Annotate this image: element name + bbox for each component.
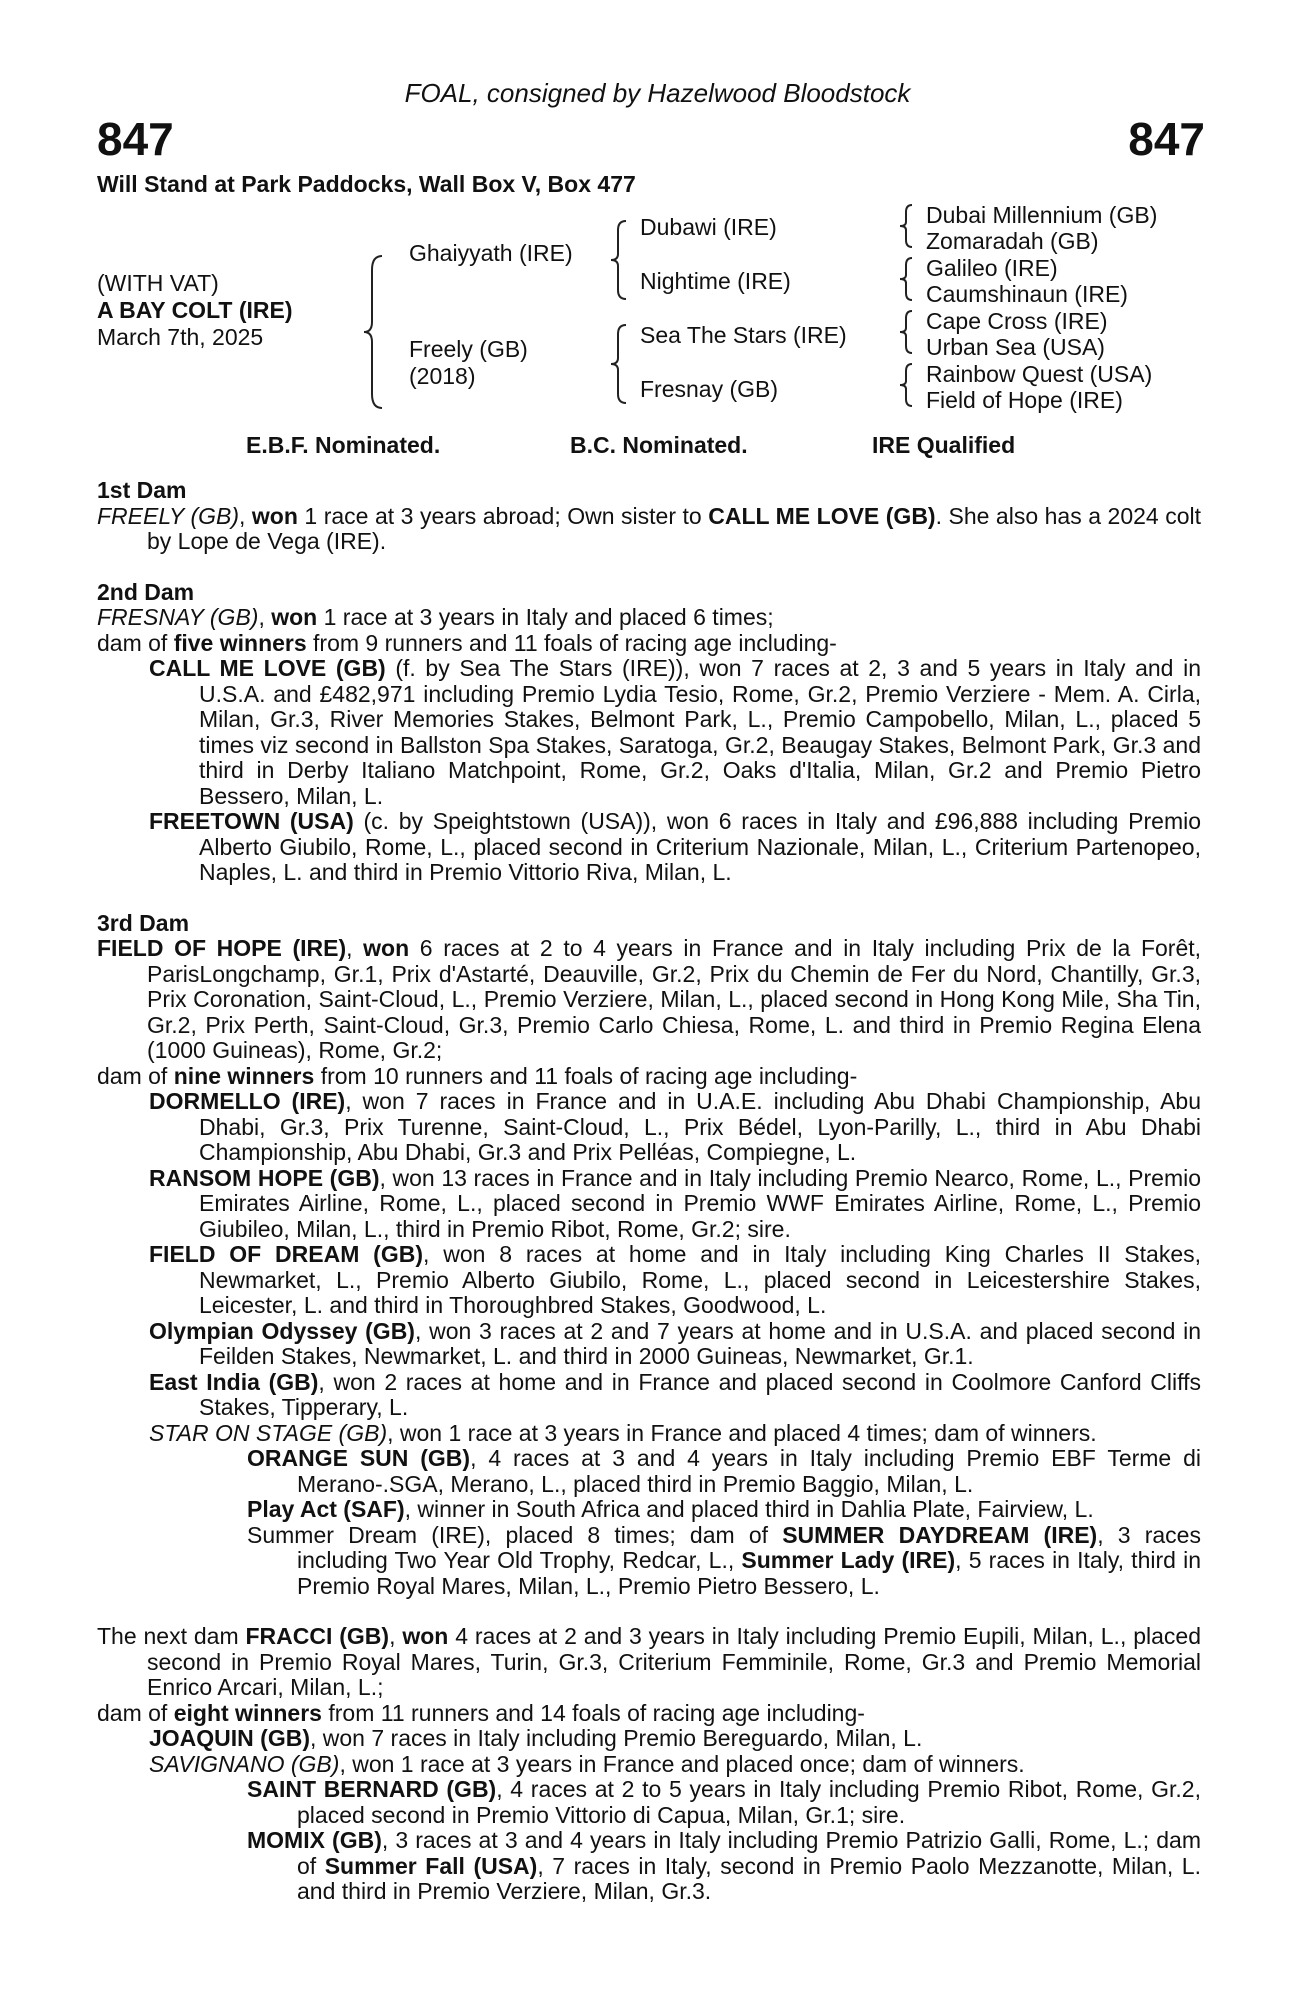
- first-dam-heading: 1st Dam: [97, 477, 187, 503]
- third-dam-grand-produce-1: ORANGE SUN (GB), 4 races at 3 and 4 years in Italy including Premio EBF Terme di Merano-.SGA, Merano, L., placed third in Premio Baggio, Milan, L.: [247, 1445, 1201, 1497]
- pedigree-brace-main: [360, 252, 390, 412]
- stand-location: Will Stand at Park Paddocks, Wall Box V, Box 477: [97, 171, 636, 197]
- second-dam-produce-2: FREETOWN (USA) (c. by Speightstown (USA)), won 6 races in Italy and £96,888 including Premio Alberto Giubilo, Rome, L., placed second in Criterium Nazionale, Milan, L., Criterium Partenopeo, Naples, L. and third in Premio Vittorio Riva, Milan, L.: [149, 808, 1202, 885]
- pedigree-sire-sire: Dubawi (IRE): [640, 214, 777, 240]
- next-dam-entry: The next dam FRACCI (GB), won 4 races at 2 and 3 years in Italy including Premio Eupili, Milan, L., placed second in Premio Royal Mares, Turin, Gr.3, Criterium Femminile, Rome, Gr.3 and Premio Memorial Enrico Arcari, Milan, L.;: [97, 1623, 1201, 1700]
- horse-name: A BAY COLT (IRE): [97, 297, 293, 323]
- pedigree-dam-year: (2018): [409, 363, 476, 389]
- horse-dob: March 7th, 2025: [97, 324, 264, 350]
- next-dam-produce-1: JOAQUIN (GB), won 7 races in Italy including Premio Bereguardo, Milan, L.: [149, 1725, 923, 1751]
- third-dam-produce-summary: dam of nine winners from 10 runners and 11 foals of racing age including-: [97, 1062, 858, 1089]
- second-dam-produce-1: CALL ME LOVE (GB) (f. by Sea The Stars (IRE)), won 7 races at 2, 3 and 5 years in Italy and in U.S.A. and £482,971 including Premio Lydia Tesio, Rome, Gr.2, Premio Verziere - Mem. A. Cirla, Milan, Gr.3, River Memories Stakes, Belmont Park, L., Premio Campobello, Milan, L., placed 5 times viz second in Ballston Spa Stakes, Saratoga, Gr.2, Beaugay Stakes, Belmont Park, Gr.3 and third in Derby Italiano Matchpoint, Rome, Gr.2, Oaks d'Italia, Milan, Gr.2 and Premio Pietro Bessero, Milan, L.: [149, 655, 1201, 809]
- pedigree-dds: Rainbow Quest (USA): [926, 361, 1153, 387]
- pedigree-dam-sire: Sea The Stars (IRE): [640, 322, 847, 348]
- pedigree-sss: Dubai Millennium (GB): [926, 202, 1158, 228]
- third-dam-produce-3: FIELD OF DREAM (GB), won 8 races at home and in Italy including King Charles II Stakes, Newmarket, L., Premio Alberto Giubilo, Rome, L., placed second in Leicestershire Stakes, Leicester, L. and third in Thoroughbred Stakes, Goodwood, L.: [149, 1241, 1202, 1318]
- vat-note: (WITH VAT): [97, 270, 219, 296]
- second-dam-heading: 2nd Dam: [97, 578, 195, 605]
- pedigree-brace-gg1: [896, 202, 918, 250]
- pedigree-sdd: Caumshinaun (IRE): [926, 281, 1128, 307]
- ire-qualified: IRE Qualified: [872, 432, 1016, 458]
- next-dam-grand-produce-1: SAINT BERNARD (GB), 4 races at 2 to 5 years in Italy including Premio Ribot, Rome, Gr.2, placed second in Premio Vittorio di Capua, Milan, Gr.1; sire.: [247, 1776, 1201, 1828]
- third-dam-grand-produce-2: Play Act (SAF), winner in South Africa and placed third in Dahlia Plate, Fairview, L.: [247, 1496, 1094, 1522]
- pedigree-dam-dam: Fresnay (GB): [640, 376, 779, 402]
- consignment-line: FOAL, consigned by Hazelwood Bloodstock: [404, 78, 911, 108]
- third-dam-produce-1: DORMELLO (IRE), won 7 races in France and in U.A.E. including Abu Dhabi Championship, Abu Dhabi, Gr.3, Prix Turenne, Saint-Cloud, L., Prix Bédel, Lyon-Parilly, L., third in Abu Dhabi Championship, Abu Dhabi, Gr.3 and Prix Pelléas, Compiegne, L.: [149, 1088, 1201, 1165]
- pedigree-dss: Cape Cross (IRE): [926, 308, 1108, 334]
- pedigree-ssd: Zomaradah (GB): [926, 228, 1099, 254]
- next-dam-grand-produce-2: MOMIX (GB), 3 races at 3 and 4 years in Italy including Premio Patrizio Galli, Rome, L.; dam of Summer Fall (USA), 7 races in Italy, second in Premio Paolo Mezzanotte, Milan, L. and third in Premio Verziere, Milan, Gr.3.: [247, 1827, 1201, 1904]
- catalogue-body: [97, 478, 1201, 1905]
- third-dam-grand-produce-3: Summer Dream (IRE), placed 8 times; dam of SUMMER DAYDREAM (IRE), 3 races including Two Year Old Trophy, Redcar, L., Summer Lady (IRE), 5 races in Italy, third in Premio Royal Mares, Milan, L., Premio Pietro Bessero, L.: [247, 1521, 1201, 1599]
- third-dam-produce-4: Olympian Odyssey (GB), won 3 races at 2 and 7 years at home and in U.S.A. and placed second in Feilden Stakes, Newmarket, L. and third in 2000 Guineas, Newmarket, Gr.1.: [149, 1317, 1201, 1369]
- pedigree-brace-gg3: [896, 308, 918, 356]
- second-dam-entry: FRESNAY (GB), won 1 race at 3 years in Italy and placed 6 times;: [97, 604, 774, 630]
- first-dam-entry: FREELY (GB), won 1 race at 3 years abroad; Own sister to CALL ME LOVE (GB). She also has a 2024 colt by Lope de Vega (IRE).: [97, 502, 1201, 554]
- third-dam-produce-5: East India (GB), won 2 races at home and in France and placed second in Coolmore Canford Cliffs Stakes, Tipperary, L.: [149, 1368, 1201, 1420]
- pedigree-sire-dam: Nightime (IRE): [640, 268, 791, 294]
- third-dam-produce-2: RANSOM HOPE (GB), won 13 races in France and in Italy including Premio Nearco, Rome, L., Premio Emirates Airline, Rome, L., placed second in Premio WWF Emirates Airline, Rome, L., Premio Giubileo, Milan, L., third in Premio Ribot, Rome, Gr.2; sire.: [149, 1164, 1201, 1242]
- next-dam-produce-summary: dam of eight winners from 11 runners and 14 foals of racing age including-: [97, 1699, 865, 1726]
- bc-nominated: B.C. Nominated.: [570, 432, 748, 458]
- pedigree-brace-dam: [608, 322, 632, 406]
- ebf-nominated: E.B.F. Nominated.: [246, 432, 441, 458]
- lot-number-left: 847: [97, 113, 174, 165]
- third-dam-entry: FIELD OF HOPE (IRE), won 6 races at 2 to 4 years in France and in Italy including Prix de la Forêt, ParisLongchamp, Gr.1, Prix d'Astarté, Deauville, Gr.2, Prix du Chemin de Fer du Nord, Chantilly, Gr.3, Prix Coronation, Saint-Cloud, L., Premio Verziere, Milan, L., placed second in Hong Kong Mile, Sha Tin, Gr.2, Prix Perth, Saint-Cloud, Gr.3, Premio Carlo Chiesa, Rome, L. and third in Premio Regina Elena (1000 Guineas), Rome, Gr.2;: [97, 935, 1202, 1063]
- lot-number-right: 847: [1128, 113, 1205, 165]
- pedigree-brace-sire: [608, 218, 632, 302]
- pedigree-dsd: Urban Sea (USA): [926, 334, 1105, 360]
- pedigree-sds: Galileo (IRE): [926, 255, 1058, 281]
- pedigree-ddd: Field of Hope (IRE): [926, 387, 1123, 413]
- pedigree-brace-gg4: [896, 361, 918, 409]
- third-dam-heading: 3rd Dam: [97, 909, 190, 936]
- pedigree-brace-gg2: [896, 255, 918, 303]
- next-dam-produce-2: SAVIGNANO (GB), won 1 race at 3 years in France and placed once; dam of winners.: [149, 1750, 1025, 1777]
- third-dam-produce-6: STAR ON STAGE (GB), won 1 race at 3 years in France and placed 4 times; dam of winners.: [149, 1419, 1097, 1446]
- second-dam-produce-summary: dam of five winners from 9 runners and 11 foals of racing age including-: [97, 629, 837, 656]
- pedigree-sire: Ghaiyyath (IRE): [409, 240, 573, 266]
- pedigree-dam: Freely (GB): [409, 336, 528, 362]
